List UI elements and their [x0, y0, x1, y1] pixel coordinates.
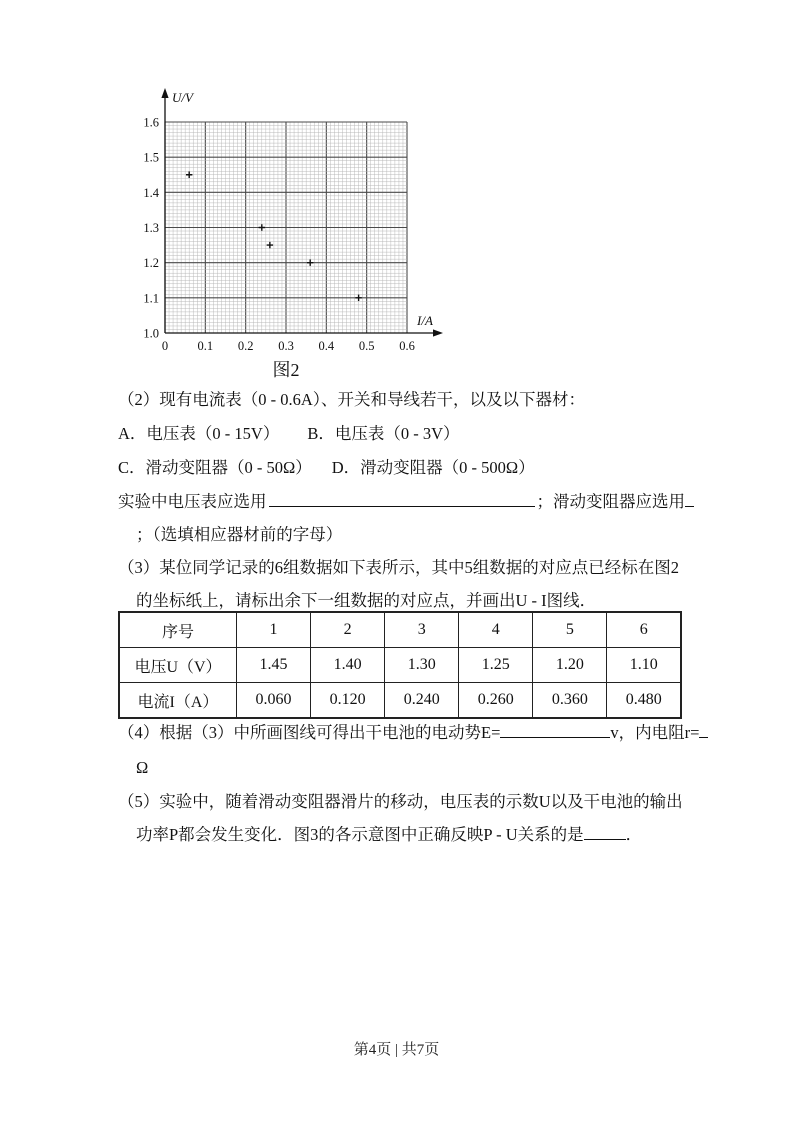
question-2-intro: （2）现有电流表（0 - 0.6A）、开关和导线若干，以及以下器材：: [118, 390, 586, 409]
answer-blank-voltmeter: [269, 492, 535, 507]
answer-blank-resistance-stub: [699, 723, 708, 738]
table-cell: 3: [385, 612, 459, 648]
question-2-blank-line: [118, 491, 694, 513]
table-cell: 1: [237, 612, 311, 648]
question-4-line2: Ω: [136, 758, 149, 777]
y-tick-label: 1.0: [143, 326, 159, 341]
question-4-line1: [118, 722, 708, 744]
q4-prefix: （4）根据（3）中所画图线可得出干电池的电动势E=: [118, 723, 501, 742]
x-tick-label: 0.5: [358, 339, 375, 353]
x-tick-label: 0.4: [318, 339, 335, 353]
blank-prefix: 实验中电压表应选用: [118, 492, 267, 511]
table-cell: 1.40: [311, 648, 385, 683]
data-point-marker: [186, 172, 192, 178]
table-row-label: 电流I（A）: [119, 683, 237, 719]
option-b: B．电压表（0 - 3V）: [307, 424, 460, 443]
x-axis-label: I/A: [417, 313, 433, 328]
q5-suffix: ．: [625, 825, 643, 844]
x-axis-arrow-icon: [433, 329, 443, 336]
table-cell: 1.45: [237, 648, 311, 683]
table-cell: 0.260: [459, 683, 533, 719]
figure-caption: 图2: [272, 360, 300, 380]
table-cell: 1.30: [385, 648, 459, 683]
y-tick-label: 1.1: [143, 291, 159, 306]
answer-blank-rheostat-stub: [685, 492, 694, 507]
y-tick-label: 1.5: [143, 150, 159, 165]
table-cell: 1.20: [533, 648, 607, 683]
data-point-marker: [259, 224, 265, 230]
blank-suffix: ；滑动变阻器应选用: [536, 492, 685, 511]
data-point-marker: [307, 259, 313, 265]
u-i-graph: [130, 86, 452, 362]
y-tick-label: 1.4: [143, 185, 159, 200]
x-tick-label: 0: [161, 339, 169, 353]
table-cell: 0.240: [385, 683, 459, 719]
answer-blank-pu-choice: [584, 825, 626, 840]
question-5-line1: （5）实验中，随着滑动变阻器滑片的移动，电压表的示数U以及干电池的输出: [118, 792, 683, 811]
y-tick-label: 1.6: [143, 115, 159, 130]
question-2-options-cd: [118, 457, 535, 479]
question-2-options-ab: [118, 423, 460, 445]
option-c: C．滑动变阻器（0 - 50Ω）: [118, 458, 312, 477]
table-row-label: 电压U（V）: [119, 648, 237, 683]
question-3-line2: 的坐标纸上，请标出余下一组数据的对应点，并画出U - I图线．: [136, 591, 597, 610]
x-tick-label: 0.6: [399, 339, 415, 353]
table-cell: 1.10: [607, 648, 681, 683]
table-cell: 0.060: [237, 683, 311, 719]
table-cell: 2: [311, 612, 385, 648]
question-2-followup: ；（选填相应器材前的字母）: [136, 525, 343, 544]
data-point-marker: [355, 295, 361, 301]
data-table: [118, 611, 682, 719]
question-5-line2: [136, 824, 642, 846]
data-point-marker: [267, 242, 273, 248]
q5-prefix: 功率P都会发生变化．图3的各示意图中正确反映P - U关系的是: [136, 825, 584, 844]
answer-blank-emf: [500, 723, 610, 738]
table-cell: 5: [533, 612, 607, 648]
page-footer: 第4页 | 共7页: [353, 1042, 440, 1058]
table-row-label: 序号: [119, 612, 237, 648]
table-row: [119, 683, 681, 719]
question-3-line1: （3）某位同学记录的6组数据如下表所示，其中5组数据的对应点已经标在图2: [118, 558, 679, 577]
q4-mid: v，内电阻r=: [610, 723, 700, 742]
table-row: [119, 648, 681, 683]
x-tick-label: 0.3: [278, 339, 294, 353]
table-cell: 0.480: [607, 683, 681, 719]
y-tick-label: 1.2: [143, 256, 159, 271]
option-a: A．电压表（0 - 15V）: [118, 424, 280, 443]
y-tick-label: 1.3: [143, 221, 159, 235]
table-cell: 0.360: [533, 683, 607, 719]
y-axis-label: U/V: [172, 90, 193, 105]
y-axis-arrow-icon: [161, 88, 168, 98]
table-row: [119, 612, 681, 648]
x-tick-label: 0.2: [237, 339, 254, 353]
option-d: D．滑动变阻器（0 - 500Ω）: [331, 458, 535, 477]
table-cell: 0.120: [311, 683, 385, 719]
x-tick-label: 0.1: [197, 339, 214, 353]
table-cell: 1.25: [459, 648, 533, 683]
table-cell: 6: [607, 612, 681, 648]
table-cell: 4: [459, 612, 533, 648]
graph-grid: [165, 122, 407, 333]
